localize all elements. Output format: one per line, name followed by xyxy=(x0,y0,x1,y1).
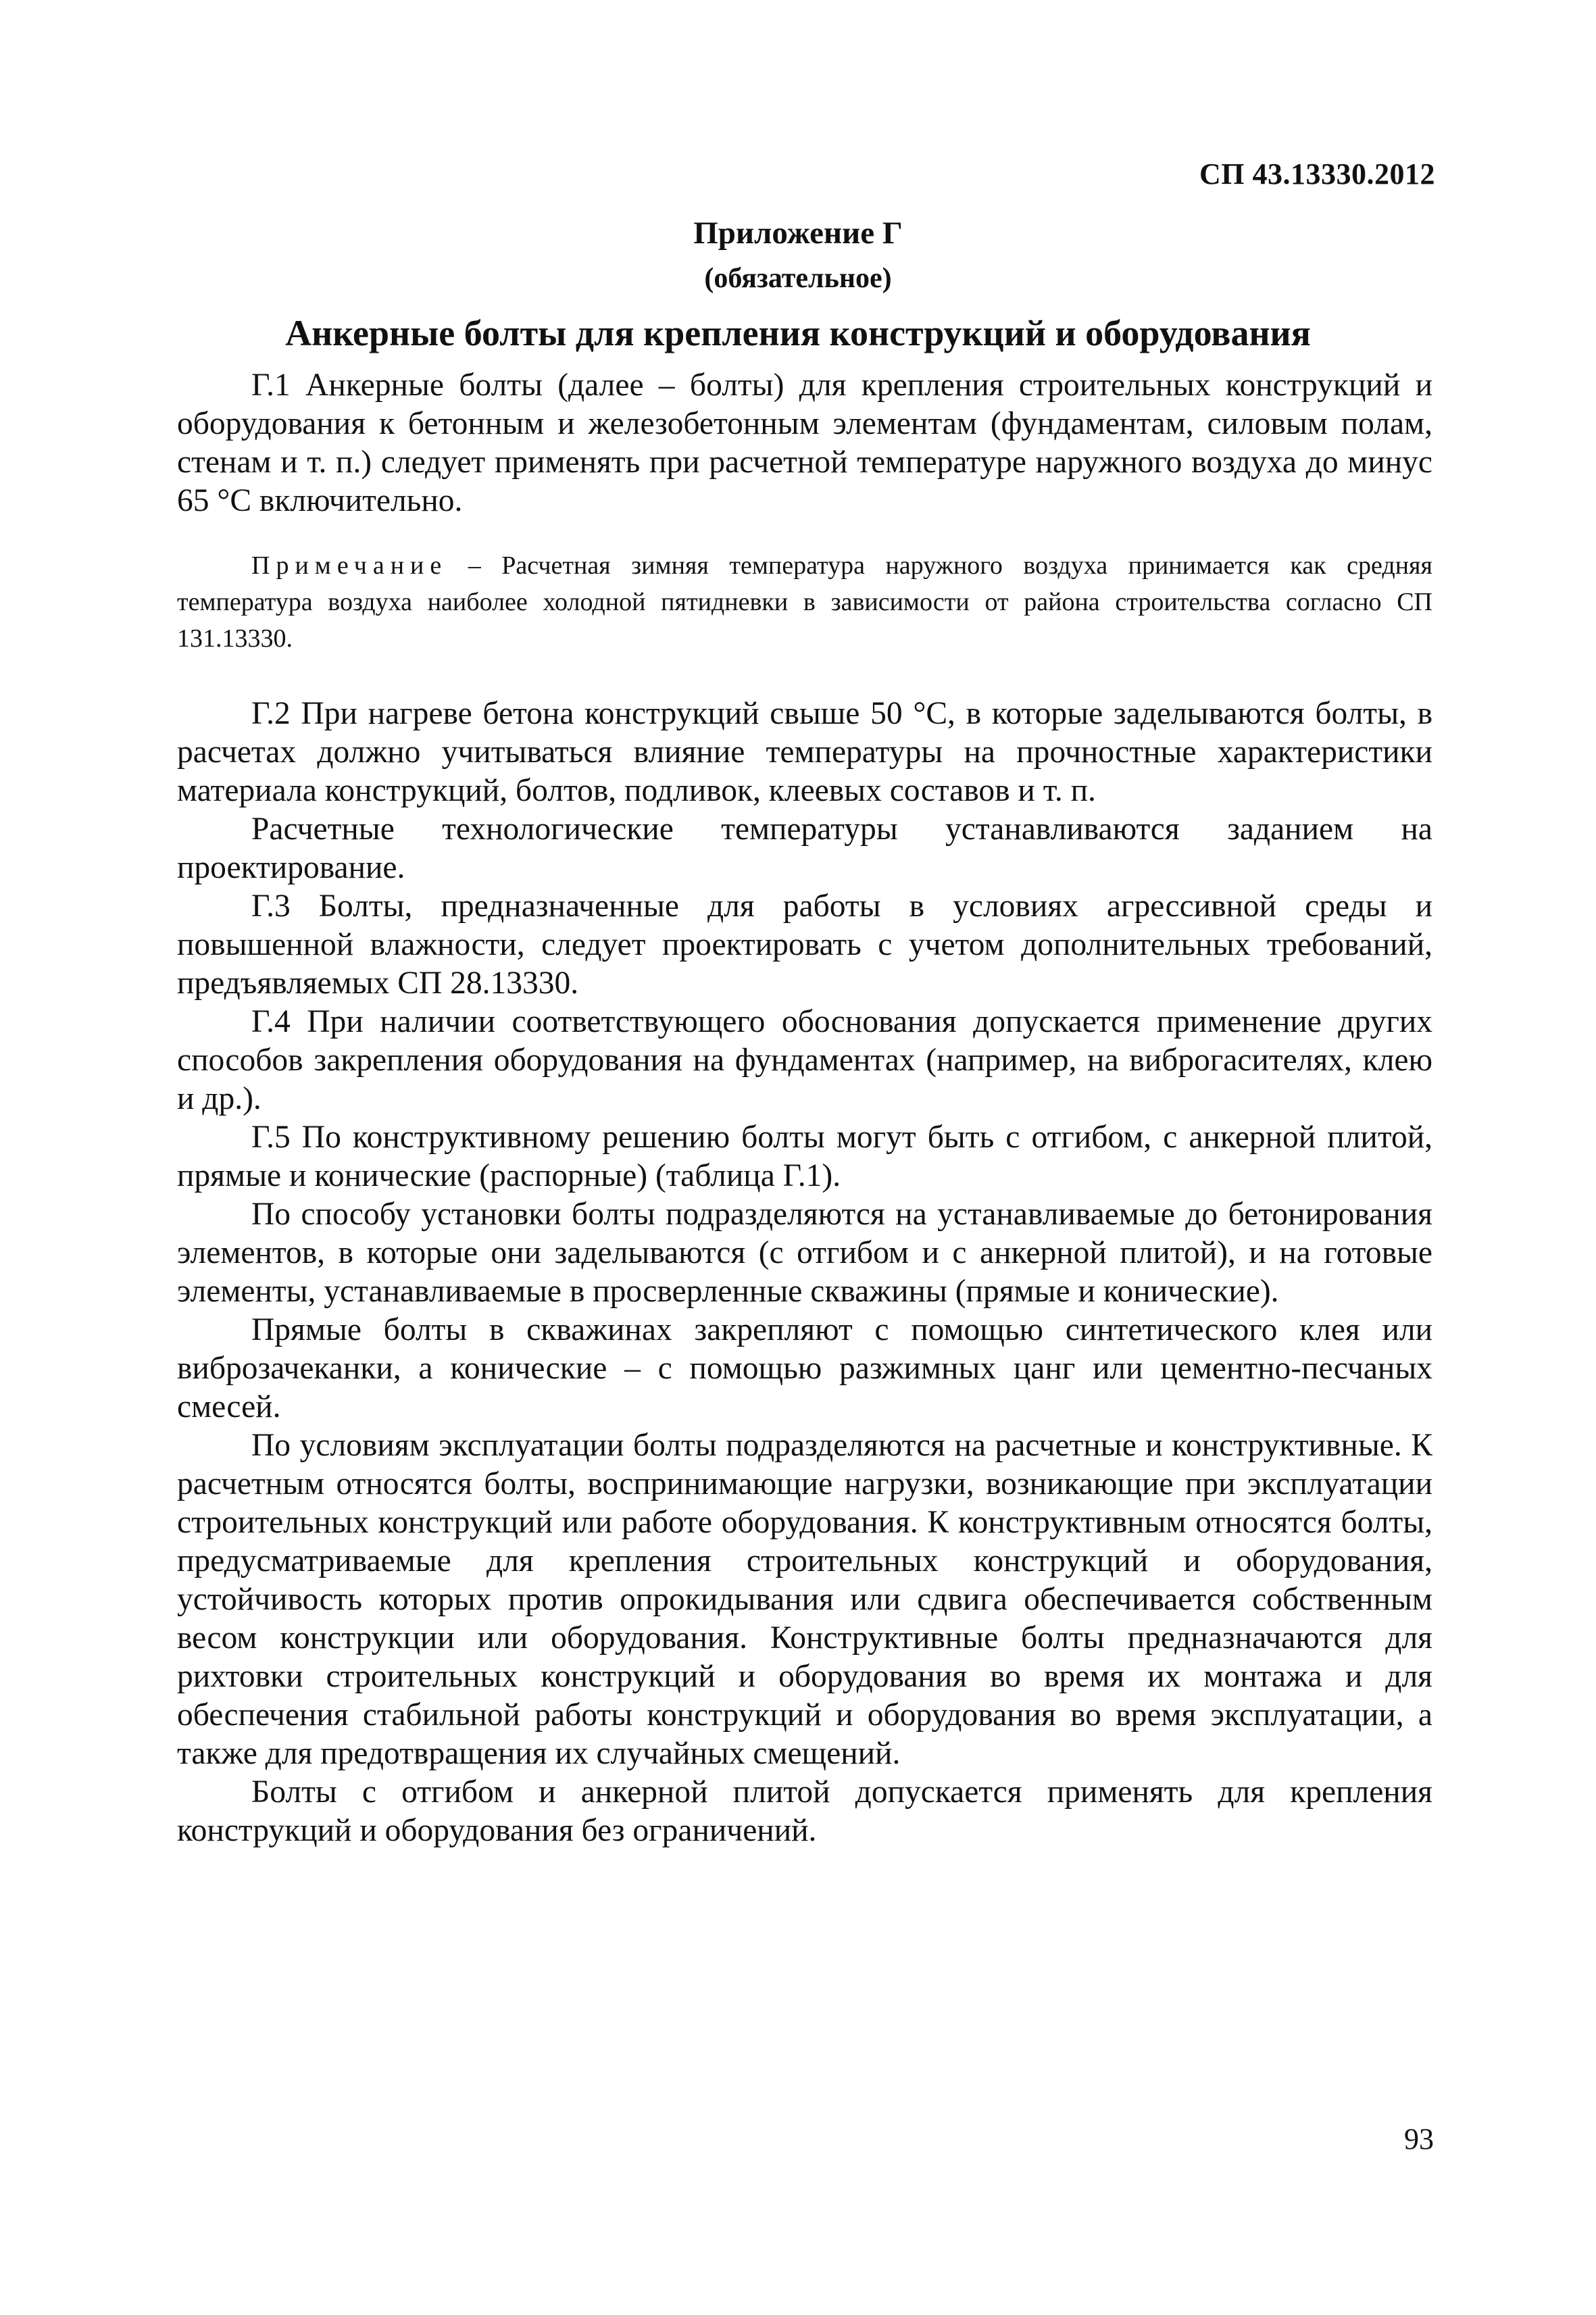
document-body xyxy=(177,366,1432,1850)
paragraph-g5-fixing: Прямые болты в скважинах закрепляют с помощью синтетического клея или виброзачеканки, а конические – с помощью разжимных цанг или цементно-песчаных смесей. xyxy=(177,1312,1432,1424)
paragraph-g4: Г.4 При наличии соответствующего обоснования допускается применение других способов закрепления оборудования на фундаментах (например, на виброгасителях, клею и др.). xyxy=(177,1004,1432,1116)
paragraph-g5-installation: По способу установки болты подразделяются на устанавливаемые до бетонирования элементов, в которые они заделываются (с отгибом и с анкерной плитой), и на готовые элементы, устанавливаемые в просверленные скважины (прямые и конические). xyxy=(177,1197,1432,1309)
page-number: 93 xyxy=(1404,2122,1434,2156)
appendix-title: Приложение Г xyxy=(693,216,903,251)
appendix-status: (обязательное) xyxy=(704,263,892,294)
note-label: Примечание xyxy=(251,551,448,580)
note-text: – Расчетная зимняя температура наружного воздуха принимается как средняя температура воздуха наиболее холодной пятидневки в зависимости от района строительства согласно СП 131.13330. xyxy=(177,551,1432,653)
paragraph-g1: Г.1 Анкерные болты (далее – болты) для крепления строительных конструкций и оборудования к бетонным и железобетонным элементам (фундаментам, силовым полам, стенам и т. п.) следует применять при расчетной температуре наружного воздуха до минус 65 °С включительно. xyxy=(177,368,1432,518)
note xyxy=(177,547,1432,657)
paragraph-g2: Г.2 При нагреве бетона конструкций свыше 50 °С, в которые заделываются болты, в расчетах должно учитываться влияние температуры на прочностные характеристики материала конструкций, болтов, подливок, клеевых составов и т. п. xyxy=(177,696,1432,808)
paragraph-g5-usage: Болты с отгибом и анкерной плитой допускается применять для крепления конструкций и оборудования без ограничений. xyxy=(177,1774,1432,1848)
paragraph-g2-continuation: Расчетные технологические температуры устанавливаются заданием на проектирование. xyxy=(177,812,1432,885)
section-heading: Анкерные болты для крепления конструкций и оборудования xyxy=(285,313,1311,353)
paragraph-g3: Г.3 Болты, предназначенные для работы в условиях агрессивной среды и повышенной влажности, следует проектировать с учетом дополнительных требований, предъявляемых СП 28.13330. xyxy=(177,889,1432,1001)
paragraph-g5: Г.5 По конструктивному решению болты могут быть с отгибом, с анкерной плитой, прямые и конические (распорные) (таблица Г.1). xyxy=(177,1120,1432,1193)
paragraph-g5-operation: По условиям эксплуатации болты подразделяются на расчетные и конструктивные. К расчетным относятся болты, воспринимающие нагрузки, возникающие при эксплуатации строительных конструкций или работе оборудования. К конструктивным относятся болты, предусматриваемые для крепления строительных конструкций и оборудования, устойчивость которых против опрокидывания или сдвига обеспечивается собственным весом конструкции или оборудования. Конструктивные болты предназначаются для рихтовки строительных конструкций и оборудования во время их монтажа и для обеспечения стабильной работы конструкций и оборудования во время эксплуатации, а также для предотвращения их случайных смещений. xyxy=(177,1428,1432,1771)
document-code: СП 43.13330.2012 xyxy=(1199,157,1435,191)
